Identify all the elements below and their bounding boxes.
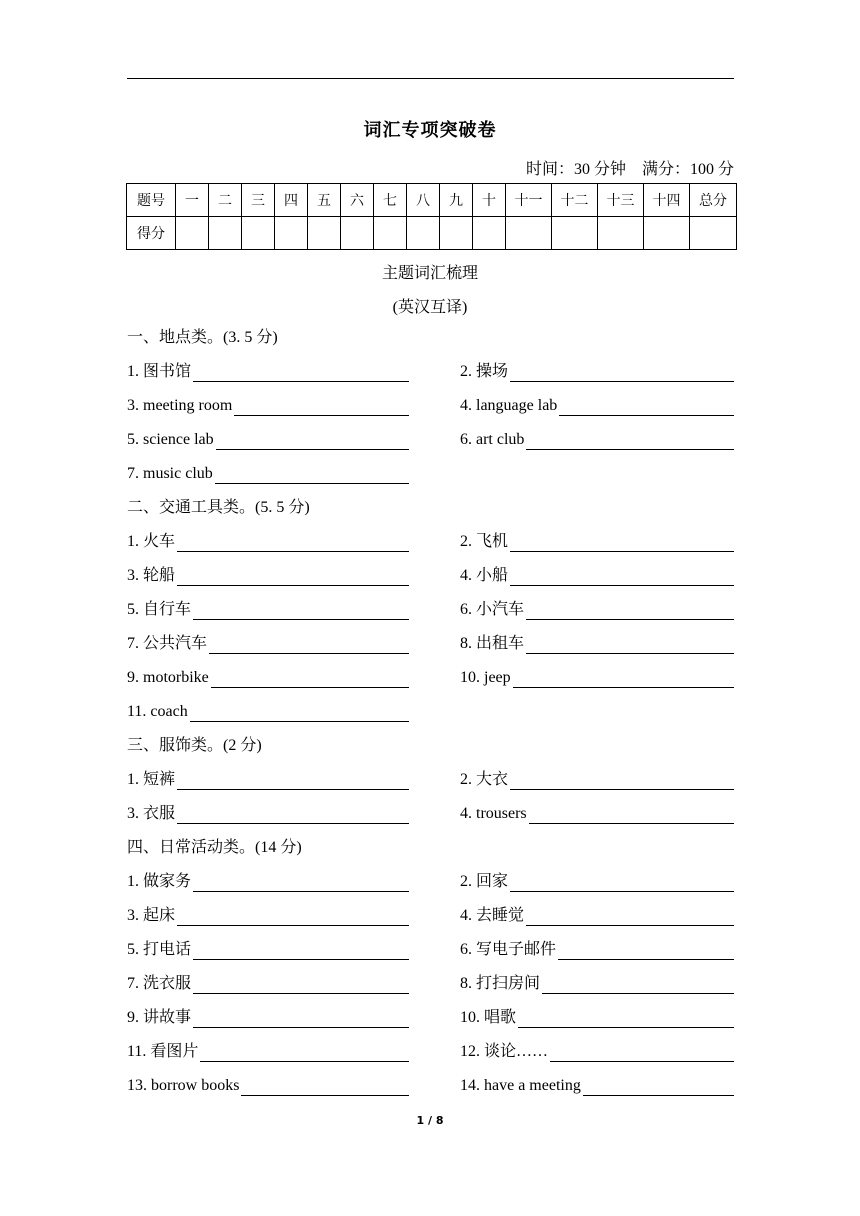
- score-cell[interactable]: [407, 217, 440, 250]
- answer-blank[interactable]: [177, 773, 409, 790]
- answer-blank[interactable]: [177, 909, 409, 926]
- score-cell[interactable]: [690, 217, 737, 250]
- vocab-item: [127, 362, 409, 382]
- vocab-item: [460, 974, 734, 994]
- answer-blank[interactable]: [583, 1079, 734, 1096]
- answer-blank[interactable]: [529, 807, 734, 824]
- vocab-prompt: 11. coach: [127, 703, 188, 720]
- vocab-prompt: 5. 自行车: [127, 601, 192, 618]
- score-table-header-cell: 十: [473, 184, 506, 217]
- vocab-prompt: 7. music club: [127, 465, 213, 482]
- score-table-header-cell: 二: [209, 184, 242, 217]
- vocab-prompt: 10. jeep: [460, 669, 511, 686]
- vocab-item: [460, 362, 734, 382]
- answer-blank[interactable]: [209, 637, 409, 654]
- vocab-prompt: 3. 衣服: [127, 805, 176, 822]
- answer-blank[interactable]: [513, 671, 734, 688]
- vocab-prompt: 1. 短裤: [127, 771, 176, 788]
- answer-blank[interactable]: [558, 943, 734, 960]
- vocab-item: [127, 464, 409, 484]
- vocab-item: [127, 974, 409, 994]
- score-cell[interactable]: [473, 217, 506, 250]
- vocab-prompt: 8. 出租车: [460, 635, 525, 652]
- vocab-item: [127, 1042, 409, 1062]
- vocab-item: [460, 1008, 734, 1028]
- vocab-prompt: 6. art club: [460, 431, 525, 448]
- answer-blank[interactable]: [193, 943, 409, 960]
- section-heading: 三、服饰类。(2 分): [127, 737, 262, 754]
- page-number: 1 / 8: [416, 1114, 444, 1127]
- vocab-item: [127, 1076, 409, 1096]
- vocab-prompt: 2. 大衣: [460, 771, 509, 788]
- answer-blank[interactable]: [190, 705, 409, 722]
- vocab-prompt: 3. 轮船: [127, 567, 176, 584]
- vocab-prompt: 7. 洗衣服: [127, 975, 192, 992]
- vocab-item: [127, 600, 409, 620]
- score-table-header-cell: 十三: [598, 184, 644, 217]
- vocab-item: [460, 532, 734, 552]
- vocab-prompt: 1. 火车: [127, 533, 176, 550]
- section-heading: 四、日常活动类。(14 分): [127, 839, 302, 856]
- vocab-item: [460, 906, 734, 926]
- vocab-item: [127, 396, 409, 416]
- vocab-item: [127, 872, 409, 892]
- score-table-header-row: [127, 184, 737, 217]
- vocab-prompt: 6. 小汽车: [460, 601, 525, 618]
- answer-blank[interactable]: [526, 909, 734, 926]
- vocab-item: [127, 430, 409, 450]
- answer-blank[interactable]: [241, 1079, 409, 1096]
- score-table-header-cell: 六: [341, 184, 374, 217]
- time-limit: 时间：30 分钟: [525, 161, 626, 178]
- vocab-item: [460, 634, 734, 654]
- score-cell[interactable]: [598, 217, 644, 250]
- vocab-item: [460, 566, 734, 586]
- score-table-header-cell: 九: [440, 184, 473, 217]
- vocab-item: [460, 940, 734, 960]
- vocab-prompt: 2. 操场: [460, 363, 509, 380]
- vocab-prompt: 4. trousers: [460, 805, 527, 822]
- vocab-item: [460, 1042, 734, 1062]
- score-cell[interactable]: [644, 217, 690, 250]
- answer-blank[interactable]: [200, 1045, 409, 1062]
- answer-blank[interactable]: [193, 977, 409, 994]
- score-cell[interactable]: [176, 217, 209, 250]
- vocab-prompt: 2. 回家: [460, 873, 509, 890]
- answer-blank[interactable]: [510, 535, 734, 552]
- vocab-prompt: 4. 去睡觉: [460, 907, 525, 924]
- answer-blank[interactable]: [526, 637, 734, 654]
- vocab-item: [127, 940, 409, 960]
- score-table-header-cell: 总分: [690, 184, 737, 217]
- vocab-prompt: 2. 飞机: [460, 533, 509, 550]
- vocab-prompt: 9. 讲故事: [127, 1009, 192, 1026]
- score-cell[interactable]: [374, 217, 407, 250]
- answer-blank[interactable]: [211, 671, 409, 688]
- score-cell[interactable]: [242, 217, 275, 250]
- vocab-prompt: 10. 唱歌: [460, 1009, 517, 1026]
- vocab-item: [127, 770, 409, 790]
- vocab-item: [460, 430, 734, 450]
- score-table-header-cell: 七: [374, 184, 407, 217]
- score-table-header-cell: 一: [176, 184, 209, 217]
- vocab-prompt: 6. 写电子邮件: [460, 941, 557, 958]
- vocab-item: [127, 1008, 409, 1028]
- full-score: 满分：100 分: [641, 161, 734, 178]
- answer-blank[interactable]: [526, 433, 734, 450]
- score-table-header-cell: 三: [242, 184, 275, 217]
- answer-blank[interactable]: [526, 603, 734, 620]
- answer-blank[interactable]: [215, 467, 409, 484]
- vocab-prompt: 14. have a meeting: [460, 1077, 581, 1094]
- answer-blank[interactable]: [234, 399, 409, 416]
- vocab-item: [127, 532, 409, 552]
- score-table-header-cell: 四: [275, 184, 308, 217]
- score-table-header-cell: 十一: [506, 184, 552, 217]
- vocab-prompt: 3. 起床: [127, 907, 176, 924]
- vocab-prompt: 5. 打电话: [127, 941, 192, 958]
- vocab-item: [460, 668, 734, 688]
- time-info: [526, 156, 734, 179]
- answer-blank[interactable]: [510, 569, 734, 586]
- score-cell[interactable]: [440, 217, 473, 250]
- section-subtitle-note: (英汉互译): [392, 299, 468, 316]
- top-rule: [127, 78, 734, 79]
- score-cell[interactable]: [341, 217, 374, 250]
- score-table-header-cell: 五: [308, 184, 341, 217]
- vocab-prompt: 4. 小船: [460, 567, 509, 584]
- vocab-prompt: 4. language lab: [460, 397, 558, 414]
- vocab-item: [460, 1076, 734, 1096]
- score-cell[interactable]: [552, 217, 598, 250]
- answer-blank[interactable]: [193, 875, 409, 892]
- answer-blank[interactable]: [193, 1011, 409, 1028]
- vocab-prompt: 12. 谈论……: [460, 1043, 549, 1060]
- page-title: 词汇专项突破卷: [363, 120, 497, 140]
- vocab-item: [127, 668, 409, 688]
- answer-blank[interactable]: [177, 807, 409, 824]
- score-table-row-label: 得分: [127, 217, 176, 250]
- answer-blank[interactable]: [510, 365, 734, 382]
- score-table-header-cell: 十二: [552, 184, 598, 217]
- vocab-item: [460, 600, 734, 620]
- answer-blank[interactable]: [193, 365, 409, 382]
- vocab-item: [127, 804, 409, 824]
- vocab-item: [127, 702, 409, 722]
- section-heading: 一、地点类。(3. 5 分): [127, 329, 278, 346]
- score-table-header-cell: 十四: [644, 184, 690, 217]
- answer-blank[interactable]: [177, 535, 409, 552]
- score-table-header-label: 题号: [127, 184, 176, 217]
- answer-blank[interactable]: [177, 569, 409, 586]
- score-table: [126, 183, 737, 250]
- answer-blank[interactable]: [518, 1011, 734, 1028]
- vocab-prompt: 3. meeting room: [127, 397, 233, 414]
- vocab-prompt: 1. 做家务: [127, 873, 192, 890]
- vocab-item: [460, 770, 734, 790]
- vocab-prompt: 5. science lab: [127, 431, 214, 448]
- answer-blank[interactable]: [193, 603, 409, 620]
- score-table-score-row: [127, 217, 737, 250]
- vocab-item: [460, 396, 734, 416]
- vocab-prompt: 1. 图书馆: [127, 363, 192, 380]
- answer-blank[interactable]: [542, 977, 734, 994]
- score-cell[interactable]: [308, 217, 341, 250]
- score-cell[interactable]: [275, 217, 308, 250]
- vocab-prompt: 11. 看图片: [127, 1043, 199, 1060]
- score-table-header-cell: 八: [407, 184, 440, 217]
- vocab-item: [127, 566, 409, 586]
- vocab-prompt: 13. borrow books: [127, 1077, 240, 1094]
- score-cell[interactable]: [506, 217, 552, 250]
- vocab-item: [127, 634, 409, 654]
- vocab-item: [460, 804, 734, 824]
- score-cell[interactable]: [209, 217, 242, 250]
- vocab-item: [127, 906, 409, 926]
- answer-blank[interactable]: [559, 399, 734, 416]
- vocab-item: [460, 872, 734, 892]
- answer-blank[interactable]: [510, 773, 734, 790]
- answer-blank[interactable]: [216, 433, 409, 450]
- section-subtitle: 主题词汇梳理: [381, 265, 478, 282]
- answer-blank[interactable]: [510, 875, 734, 892]
- answer-blank[interactable]: [550, 1045, 734, 1062]
- section-heading: 二、交通工具类。(5. 5 分): [127, 499, 310, 516]
- vocab-prompt: 8. 打扫房间: [460, 975, 541, 992]
- vocab-prompt: 9. motorbike: [127, 669, 209, 686]
- vocab-prompt: 7. 公共汽车: [127, 635, 208, 652]
